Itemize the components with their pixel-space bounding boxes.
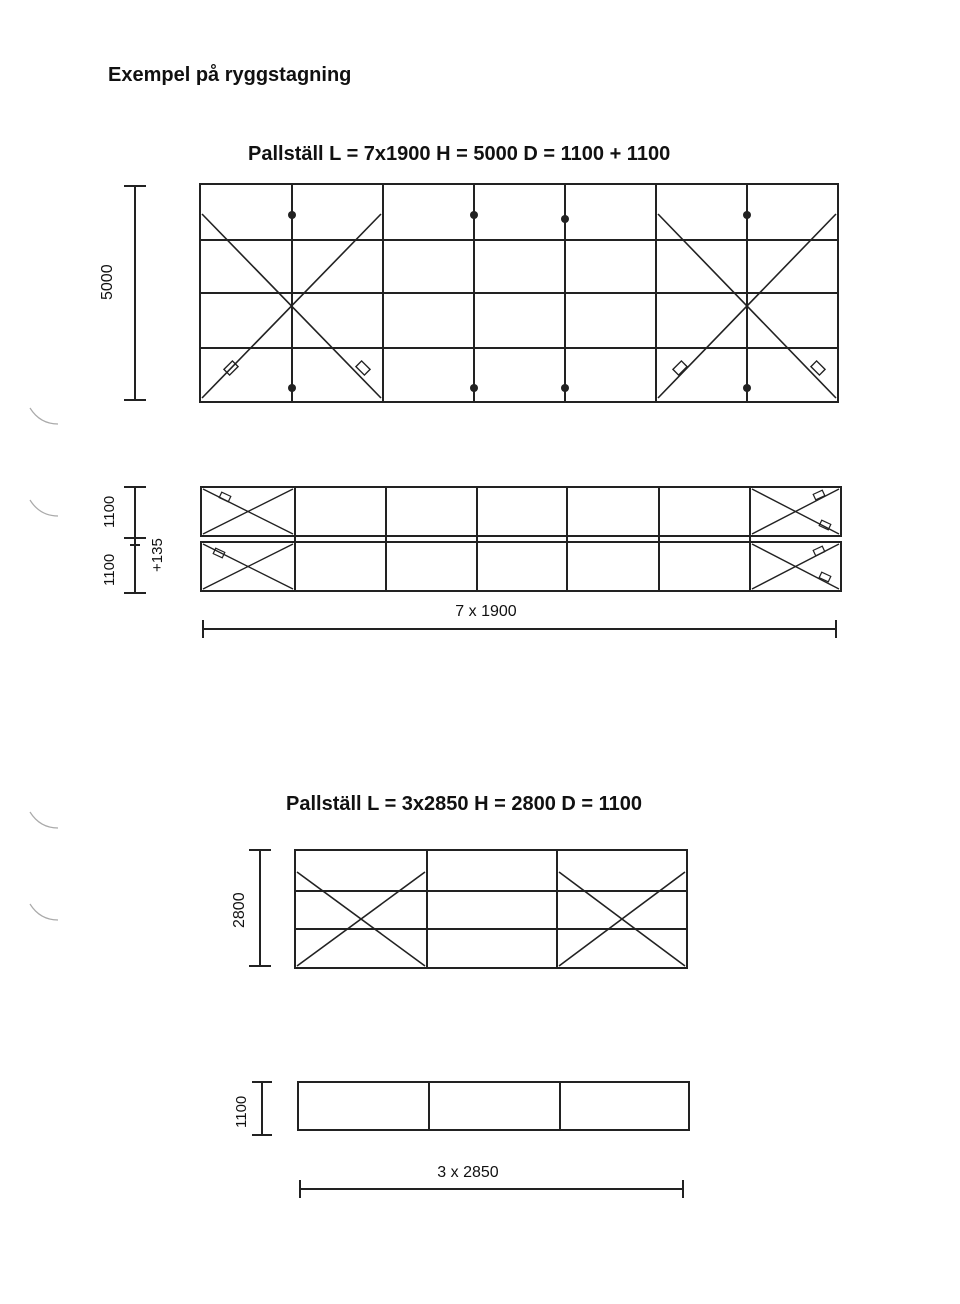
diagram2-length-dimension <box>300 1180 683 1198</box>
binder-marks <box>30 408 58 920</box>
diagram1-depth-dimension <box>124 487 146 593</box>
diagram1-elevation-frame <box>200 184 838 402</box>
diagram2-elevation-frame <box>295 850 687 968</box>
page-title: Exempel på ryggstagning <box>108 64 352 86</box>
diagram1-turnbuckles <box>224 361 825 375</box>
diagram2-depth-label: 1100 <box>233 1095 250 1128</box>
diagram1-length-label: 7 x 1900 <box>455 603 517 620</box>
diagram2-title: Pallställ L = 3x2850 H = 2800 D = 1100 <box>286 793 643 815</box>
diagram1-offset-label: +135 <box>149 538 166 572</box>
diagram1-plan-bracing <box>203 489 839 589</box>
diagram2-length-label: 3 x 2850 <box>437 1164 499 1181</box>
diagram2-depth-dimension <box>252 1082 272 1135</box>
diagram1-plan-frame <box>201 487 841 591</box>
diagram2-height-dimension <box>249 850 271 966</box>
diagram1-depth-label-1: 1100 <box>101 553 118 586</box>
diagram2-height-label: 2800 <box>231 892 248 928</box>
diagram2-bracing <box>297 872 685 966</box>
diagram1-length-dimension <box>203 620 836 638</box>
diagram1-title: Pallställ L = 7x1900 H = 5000 D = 1100 + 1100 <box>248 143 671 165</box>
diagram1-depth-label-2: 1100 <box>101 495 118 528</box>
diagram2-plan-frame <box>298 1082 689 1130</box>
diagram1-height-label: 5000 <box>99 264 116 300</box>
diagram1-height-dimension <box>124 186 146 400</box>
